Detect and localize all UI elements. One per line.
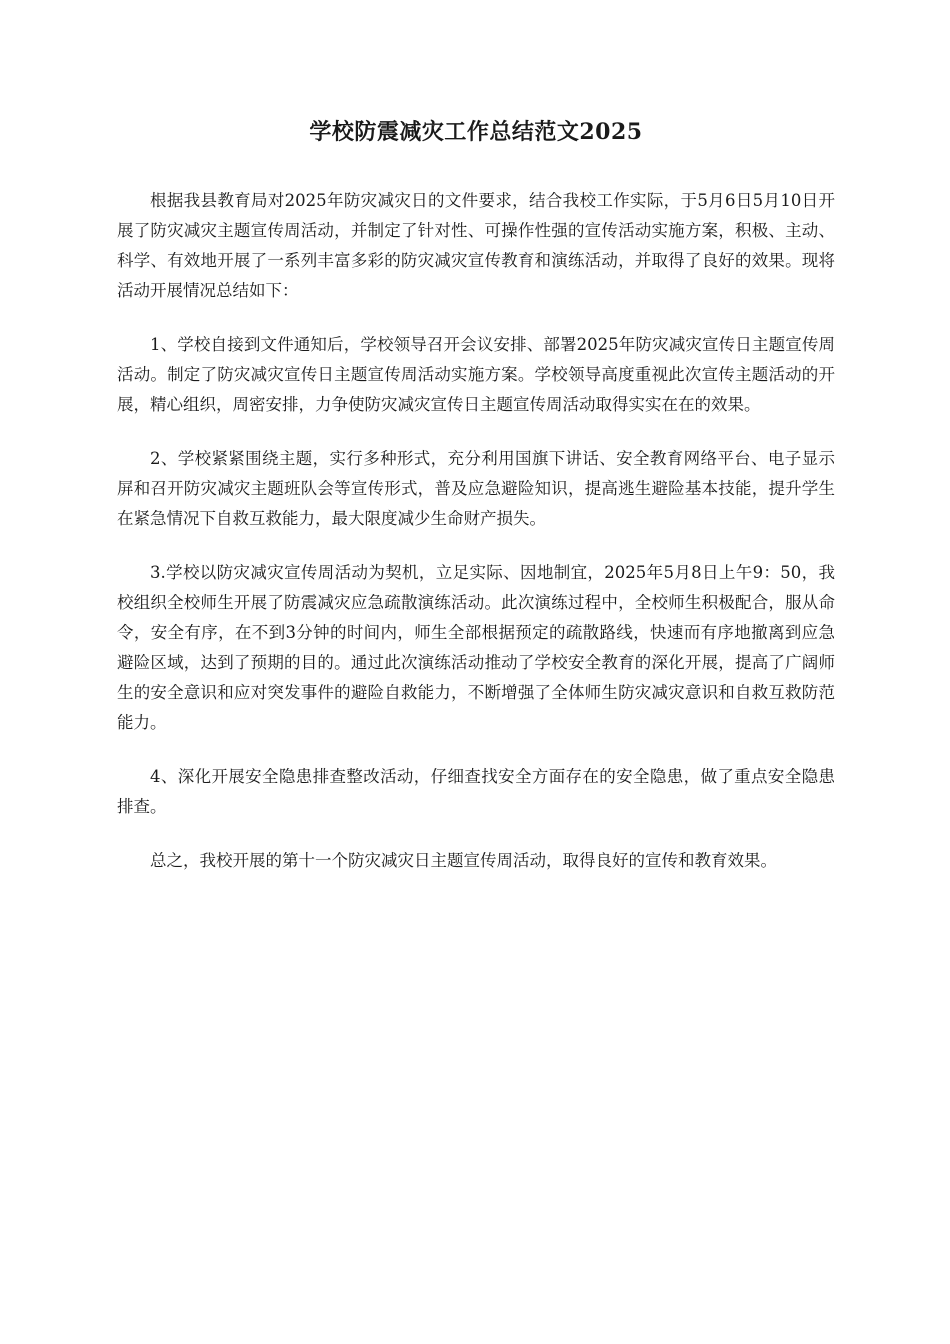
paragraph-conclusion: 总之，我校开展的第十一个防灾减灾日主题宣传周活动，取得良好的宣传和教育效果。: [150, 851, 777, 870]
paragraph-item-2: 2、学校紧紧围绕主题，实行多种形式，充分利用国旗下讲话、安全教育网络平台、电子显示屏和召开防灾减灾主题班队会等宣传形式，普及应急避险知识，提高逃生避险基本技能，提升学生在紧急情况下自救互救能力，最大限度减少生命财产损失。: [117, 449, 835, 528]
document-title: 学校防震减灾工作总结范文2025: [309, 119, 643, 145]
paragraph-item-3: 3.学校以防灾减灾宣传周活动为契机，立足实际、因地制宜，2025年5月8日上午9：50，我校组织全校师生开展了防震减灾应急疏散演练活动。此次演练过程中，全校师生积极配合，服从命令，安全有序，在不到3分钟的时间内，师生全部根据预定的疏散路线，快速而有序地撤离到应急避险区域，达到了预期的目的。通过此次演练活动推动了学校安全教育的深化开展，提高了广阔师生的安全意识和应对突发事件的避险自救能力，不断增强了全体师生防灾减灾意识和自救互救防范能力。: [117, 563, 835, 732]
paragraph-intro: 根据我县教育局对2025年防灾减灾日的文件要求，结合我校工作实际，于5月6日5月10日开展了防灾减灾主题宣传周活动，并制定了针对性、可操作性强的宣传活动实施方案，积极、主动、科学、有效地开展了一系列丰富多彩的防灾减灾宣传教育和演练活动，并取得了良好的效果。现将活动开展情况总结如下：: [117, 191, 835, 300]
paragraph-item-1: 1、学校自接到文件通知后，学校领导召开会议安排、部署2025年防灾减灾宣传日主题宣传周活动。制定了防灾减灾宣传日主题宣传周活动实施方案。学校领导高度重视此次宣传主题活动的开展，精心组织，周密安排，力争使防灾减灾宣传日主题宣传周活动取得实实在在的效果。: [117, 335, 835, 414]
paragraph-item-4: 4、深化开展安全隐患排查整改活动，仔细查找安全方面存在的安全隐患，做了重点安全隐患排查。: [117, 767, 835, 816]
